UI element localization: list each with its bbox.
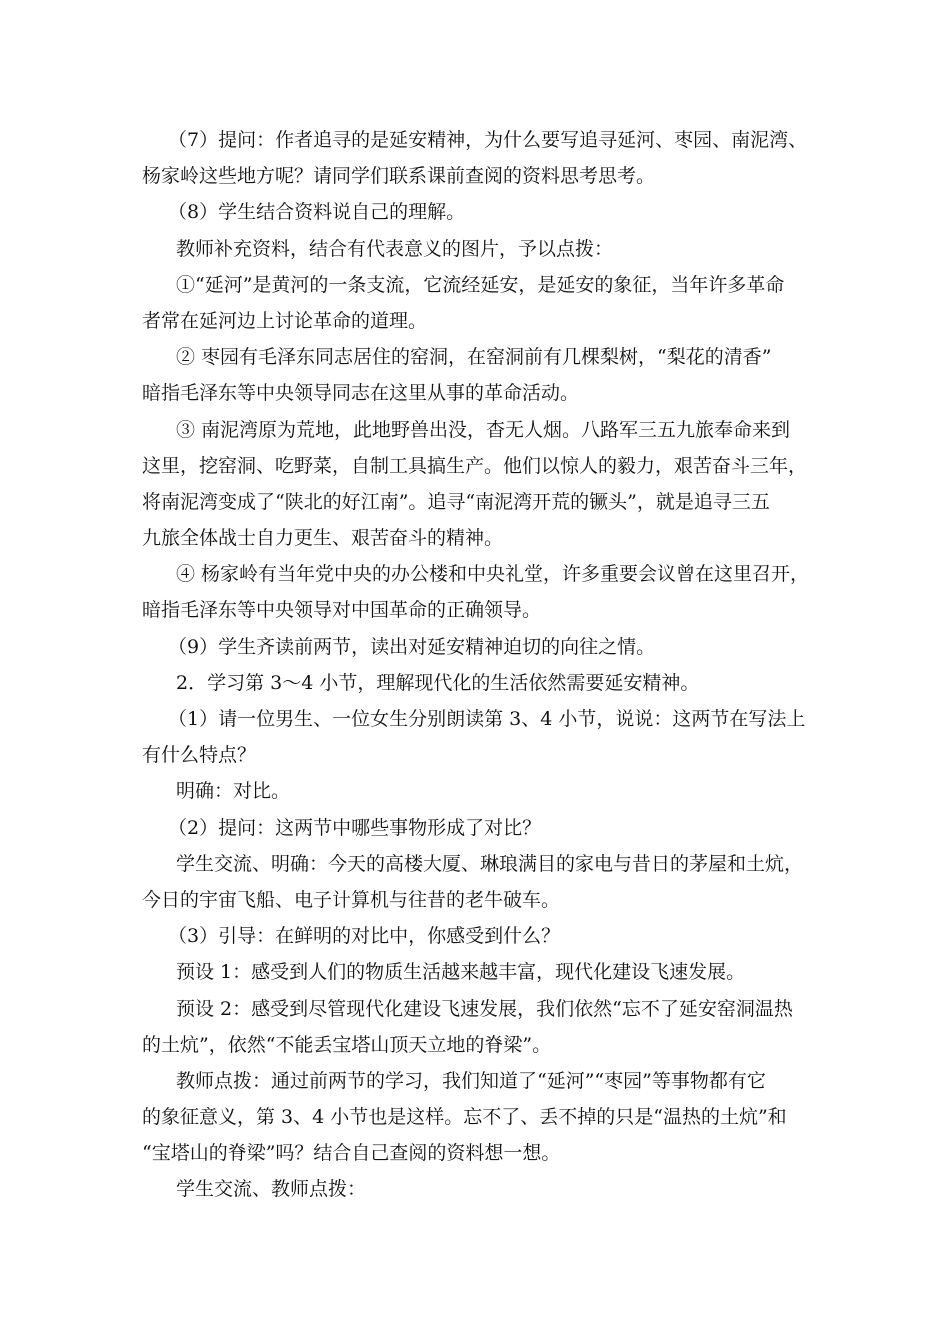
text-line: 今日的宇宙飞船、电子计算机与往昔的老牛破车。 [142,888,561,911]
text-line-preset-1: 预设 1：感受到人们的物质生活越来越丰富，现代化建设飞速发展。 [176,961,746,984]
text-line: 的象征意义，第 3、4 小节也是这样。忘不了、丢不掉的只是“温热的土炕”和 [142,1106,787,1129]
text-line-question-2: （2）提问：这两节中哪些事物形成了对比？ [168,816,542,839]
text-line: 暗指毛泽东等中央领导同志在这里从事的革命活动。 [142,382,580,405]
text-line-answer: 明确：对比。 [176,780,291,803]
section-heading-2: 2．学习第 3～4 小节，理解现代化的生活依然需要延安精神。 [176,671,700,694]
text-line: 者常在延河边上讨论革命的道理。 [142,309,428,332]
text-line-question-1: （1）请一位男生、一位女生分别朗读第 3、4 小节，说说：这两节在写法上 [168,708,806,730]
text-line: 将南泥湾变成了“陕北的好江南”。追寻“南泥湾开荒的镢头”，就是追寻三五 [142,490,770,513]
text-line-point-4: ④ 杨家岭有当年党中央的办公楼和中央礼堂，许多重要会议曾在这里召开， [176,563,810,586]
text-line-question-7: （7）提问：作者追寻的是延安精神，为什么要写追寻延河、枣园、南泥湾、 [168,129,808,151]
text-line-question-3: （3）引导：在鲜明的对比中，你感受到什么？ [168,925,561,948]
text-line: 杨家岭这些地方呢？请同学们联系课前查阅的资料思考思考。 [142,165,656,188]
text-line-step-9: （9）学生齐读前两节，读出对延安精神迫切的向往之情。 [168,635,656,658]
text-line: 九旅全体战士自力更生、艰苦奋斗的精神。 [142,527,504,550]
text-line: 这里，挖窑洞、吃野菜，自制工具搞生产。他们以惊人的毅力，艰苦奋斗三年， [142,454,808,477]
text-line-teacher-guidance: 教师点拨：通过前两节的学习，我们知道了“延河”“枣园”等事物都有它 [176,1069,766,1092]
text-line: 有什么特点？ [142,744,257,767]
document-body [142,122,842,1208]
text-line-step-8: （8）学生结合资料说自己的理解。 [168,201,466,224]
text-line: 暗指毛泽东等中央领导对中国革命的正确领导。 [142,599,542,622]
text-line-preset-2: 预设 2：感受到尽管现代化建设飞速发展，我们依然“忘不了延安窑洞温热 [176,997,793,1020]
text-line: 教师补充资料，结合有代表意义的图片，予以点拨： [176,237,614,260]
text-line: 学生交流、教师点拨： [176,1178,367,1201]
text-line: 学生交流、明确：今天的高楼大厦、琳琅满目的家电与昔日的茅屋和土炕， [176,852,804,875]
text-line-point-3: ③ 南泥湾原为荒地，此地野兽出没，杳无人烟。八路军三五九旅奉命来到 [176,418,791,441]
text-line: 的土炕”，依然“不能丢宝塔山顶天立地的脊梁”。 [142,1033,552,1056]
text-line-point-1: ①“延河”是黄河的一条支流，它流经延安，是延安的象征，当年许多革命 [176,273,785,296]
text-line: “宝塔山的脊梁”吗？结合自己查阅的资料想一想。 [142,1142,561,1165]
text-line-point-2: ② 枣园有毛泽东同志居住的窑洞，在窑洞前有几棵梨树，“梨花的清香” [176,346,772,369]
